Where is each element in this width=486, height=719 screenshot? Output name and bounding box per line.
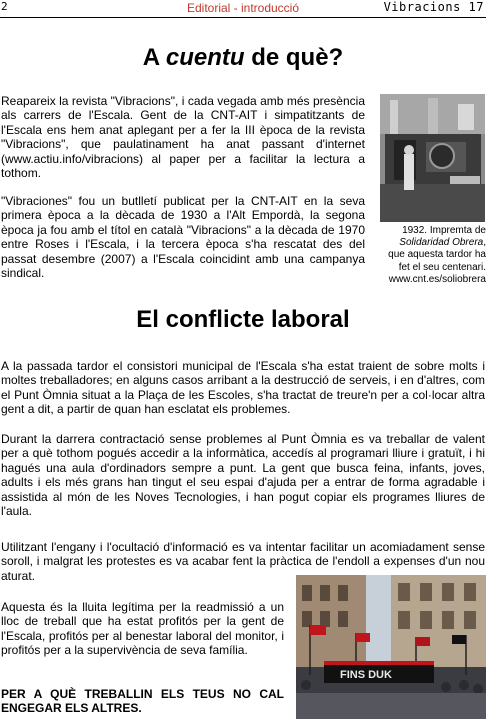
article1-paragraph-2: "Vibraciones" fou un butlletí publicat per la CNT-AIT en la seva primera època a la dècada de 1930 a l'Alt Empordà, la segona època ja fou amb el títol en català "Vibracions" a la dècada de 1970 entre Roses i l'Escala, i la tercera època s'ha rescatat des del passat desembre (2007) a l'Escala coincidint amb una campanya sindical. bbox=[1, 194, 365, 281]
page-number: 2 bbox=[1, 0, 8, 13]
printing-press-photo bbox=[380, 94, 485, 222]
title-italic-word: cuentu bbox=[165, 44, 245, 71]
photo-caption: 1932. Impremta de Solidaridad Obrera, que aquesta tardor ha fet el seu centenari. www.cnt.es/soliobrera bbox=[388, 225, 486, 285]
article1-paragraph-1: Reapareix la revista "Vibracions", i cada vegada amb més presència als carrers de l'Escala. Gent de la CNT-AIT i simpatitzants de l'Escala ens hem anat aplegant per a fer la III època de la revista "Vibracions", que paulatinament ha anat passant d'internet (www.actiu.info/vibracions) al paper per a facilitar la lectura a tothom. bbox=[1, 94, 365, 181]
article-title-cuentu: A cuentu de què? bbox=[142, 44, 344, 71]
page-header bbox=[0, 0, 486, 18]
protest-photo bbox=[296, 575, 486, 719]
article2-paragraph-2: Durant la darrera contractació sense problemes al Punt Òmnia es va treballar de valent per a què tothom pogués accedir a la informàtica, accedís al programari lliure i gratuït, i hi hagués una aula d'ordinadors sempre a punt. La gent que busca feina, infants, joves, adults i els més grans han tingut el seu espai d'ajuda per a entrar de forma agradable i assistida al món de les Noves Tecnologies, i han pogut copiar els programes lliures de l'aula. bbox=[1, 432, 485, 519]
banner-text: FINS DUK bbox=[340, 669, 392, 681]
article2-paragraph-4: Aquesta és la lluita legítima per la readmissió a un lloc de treball que ha estat profitós per la gent de l'Escala, profitós per al benestar laboral del monitor, i profitós per a la supervivència de seva família. bbox=[1, 600, 284, 658]
magazine-name: Vibracions 17 bbox=[383, 0, 484, 14]
header-rule bbox=[0, 17, 486, 18]
article-title-conflicte: El conflicte laboral bbox=[136, 306, 350, 333]
article2-paragraph-1: A la passada tardor el consistori municipal de l'Escala s'ha estat traient de sobre molts i moltes treballadores; en alguns casos arribant a la destrucció de serveis, i en d'altres, com el Punt Òmnia situat a la Plaça de les Escoles, s'ha tractat de treure'n per a col·locar altra gent a dit, a partir de quan han esclatat els problemes. bbox=[1, 359, 485, 417]
article2-paragraph-3: Utilitzant l'engany i l'ocultació d'informació es va intentar facilitar un acomiadament sense soroll, i malgrat les protestes es va acabar fent la pràctica de l'endoll a expenses d'un nou aturat. bbox=[1, 540, 485, 583]
section-title: Editorial - introducció bbox=[186, 1, 300, 15]
article2-closing-slogan: PER A QUÈ TREBALLIN ELS TEUS NO CAL ENGEGAR ELS ALTRES. bbox=[1, 687, 284, 716]
